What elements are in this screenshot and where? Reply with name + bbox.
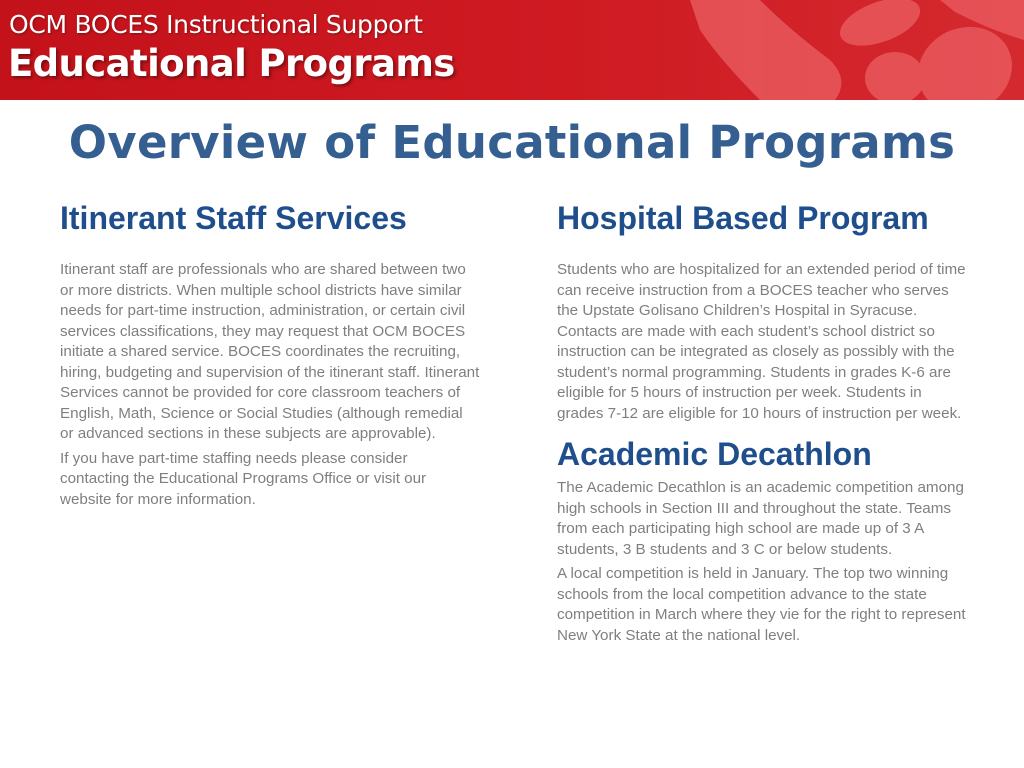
banner-subtitle: OCM BOCES Instructional Support — [9, 10, 423, 39]
right-column — [557, 196, 967, 646]
itinerant-paragraph-1: Itinerant staff are professionals who are shared between two or more districts. When multiple school districts have similar needs for part-time instruction, administration, or certain civil services classifications, they may request that OCM BOCES initiate a shared service. BOCES coordinates the recruiting, hiring, budgeting and supervision of the itinerant staff. Itinerant Services cannot be provided for core classroom teachers of English, Math, Science or Social Studies (although remedial or advanced sections in these subjects are approvable). — [60, 261, 480, 442]
hospital-heading: Hospital Based Program — [557, 200, 929, 236]
hospital-paragraph: Students who are hospitalized for an extended period of time can receive instruction from a BOCES teacher who serves the Upstate Golisano Children’s Hospital in Syracuse. Contacts are made with each student’s school district so instruction can be integrated as closely as possibly with the student’s normal programming. Students in grades K-6 are eligible for 5 hours of instruction per week. Students in grades 7-12 are eligible for 10 hours of instruction per week. — [557, 261, 966, 422]
page-title: Overview of Educational Programs — [68, 116, 956, 169]
left-column — [60, 196, 480, 510]
itinerant-paragraph-2: If you have part-time staffing needs please consider contacting the Educational Programs Office or visit our website for more information. — [60, 449, 427, 508]
decathlon-paragraph-2: A local competition is held in January. The top two winning schools from the local competition advance to the state competition in March where they vie for the right to represent New York State at the national level. — [557, 565, 966, 644]
header-banner — [0, 0, 1024, 100]
banner-title: Educational Programs — [8, 42, 455, 85]
decathlon-heading: Academic Decathlon — [557, 436, 872, 472]
itinerant-heading: Itinerant Staff Services — [60, 200, 407, 236]
decathlon-paragraph-1: The Academic Decathlon is an academic competition among high schools in Section III and throughout the state. Teams from each participating high school are made up of 3 A students, 3 B students and 3 C or below students. — [557, 479, 964, 558]
